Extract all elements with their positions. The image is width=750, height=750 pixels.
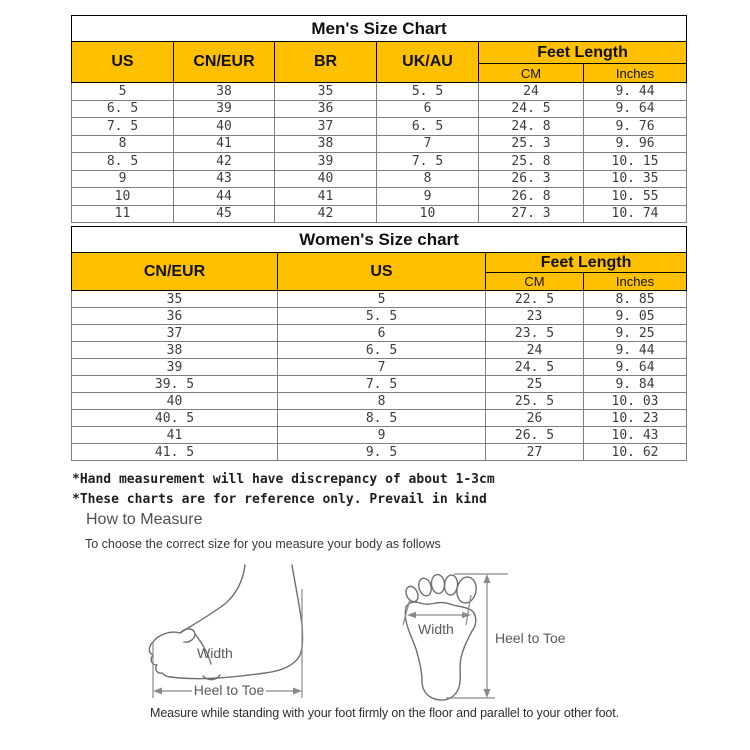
col-header-br: BR bbox=[275, 42, 377, 83]
table-cell: 43 bbox=[174, 170, 275, 188]
top-heel-to-toe-label: Heel to Toe bbox=[495, 630, 566, 646]
table-row bbox=[72, 393, 687, 410]
table-row bbox=[72, 427, 687, 444]
womens-table-body bbox=[72, 291, 687, 461]
table-cell: 24 bbox=[479, 83, 584, 101]
table-cell: 9. 44 bbox=[584, 83, 687, 101]
table-cell: 44 bbox=[174, 188, 275, 206]
big-toe-outline bbox=[455, 576, 478, 605]
table-row bbox=[72, 376, 687, 393]
table-cell: 40. 5 bbox=[72, 410, 278, 427]
table-cell: 6 bbox=[377, 100, 479, 118]
table-row bbox=[72, 135, 687, 153]
table-cell: 27. 3 bbox=[479, 205, 584, 223]
table-row bbox=[72, 410, 687, 427]
width-arrowhead-right-icon bbox=[462, 612, 471, 618]
table-cell: 25. 5 bbox=[486, 393, 584, 410]
table-cell: 9. 05 bbox=[584, 308, 687, 325]
table-row bbox=[72, 359, 687, 376]
table-row bbox=[72, 83, 687, 101]
col-header-cm: CM bbox=[486, 273, 584, 291]
table-cell: 10. 03 bbox=[584, 393, 687, 410]
table-cell: 9. 76 bbox=[584, 118, 687, 136]
top-width-label: Width bbox=[418, 621, 454, 637]
table-cell: 38 bbox=[275, 135, 377, 153]
table-cell: 42 bbox=[174, 153, 275, 171]
table-cell: 41 bbox=[275, 188, 377, 206]
table-row bbox=[72, 188, 687, 206]
foot-instep-outline bbox=[180, 565, 245, 633]
side-width-label: Width bbox=[197, 645, 233, 661]
table-row bbox=[72, 205, 687, 223]
toe-5-outline bbox=[404, 584, 421, 603]
table-cell: 10. 15 bbox=[584, 153, 687, 171]
table-cell: 40 bbox=[275, 170, 377, 188]
mens-chart-title: Men's Size Chart bbox=[72, 16, 687, 42]
table-cell: 8 bbox=[377, 170, 479, 188]
table-cell: 42 bbox=[275, 205, 377, 223]
womens-size-table bbox=[71, 226, 687, 461]
table-row bbox=[72, 308, 687, 325]
chart-footnotes bbox=[72, 470, 495, 510]
table-cell: 9 bbox=[377, 188, 479, 206]
womens-header-row bbox=[72, 253, 687, 273]
table-cell: 38 bbox=[72, 342, 278, 359]
table-cell: 9. 96 bbox=[584, 135, 687, 153]
table-cell: 10. 23 bbox=[584, 410, 687, 427]
table-cell: 7 bbox=[377, 135, 479, 153]
heel-to-toe-arrowhead-top-icon bbox=[484, 574, 491, 583]
foot-heel-ankle-outline bbox=[292, 565, 303, 657]
table-cell: 5. 5 bbox=[377, 83, 479, 101]
table-row bbox=[72, 291, 687, 308]
table-cell: 11 bbox=[72, 205, 174, 223]
table-cell: 9. 84 bbox=[584, 376, 687, 393]
col-header-cn-eur: CN/EUR bbox=[174, 42, 275, 83]
col-header-inches: Inches bbox=[584, 64, 687, 83]
footnote-measurement-discrepancy: *Hand measurement will have discrepancy of about 1-3cm bbox=[72, 472, 495, 487]
table-cell: 6. 5 bbox=[377, 118, 479, 136]
table-cell: 24. 5 bbox=[479, 100, 584, 118]
toe-2-outline bbox=[444, 574, 459, 595]
table-cell: 36 bbox=[275, 100, 377, 118]
table-cell: 36 bbox=[72, 308, 278, 325]
table-cell: 39 bbox=[275, 153, 377, 171]
table-cell: 26. 3 bbox=[479, 170, 584, 188]
womens-chart-title: Women's Size chart bbox=[72, 227, 687, 253]
col-header-feet-length: Feet Length bbox=[479, 42, 687, 64]
arrowhead-left-icon bbox=[153, 688, 162, 695]
table-cell: 9. 25 bbox=[584, 325, 687, 342]
table-cell: 6 bbox=[278, 325, 486, 342]
arrowhead-right-icon bbox=[293, 688, 302, 695]
table-cell: 10. 74 bbox=[584, 205, 687, 223]
table-cell: 9. 5 bbox=[278, 444, 486, 461]
table-cell: 40 bbox=[174, 118, 275, 136]
table-cell: 8. 5 bbox=[278, 410, 486, 427]
table-cell: 39. 5 bbox=[72, 376, 278, 393]
table-cell: 9. 64 bbox=[584, 359, 687, 376]
width-arrowhead-left-icon bbox=[407, 612, 416, 618]
table-cell: 10. 43 bbox=[584, 427, 687, 444]
table-cell: 7. 5 bbox=[278, 376, 486, 393]
col-header-inches: Inches bbox=[584, 273, 687, 291]
heel-to-toe-arrowhead-bottom-icon bbox=[484, 689, 491, 698]
table-cell: 41. 5 bbox=[72, 444, 278, 461]
table-cell: 35 bbox=[72, 291, 278, 308]
table-row bbox=[72, 153, 687, 171]
table-cell: 8. 5 bbox=[72, 153, 174, 171]
table-cell: 24. 8 bbox=[479, 118, 584, 136]
how-to-measure-heading: How to Measure bbox=[86, 511, 203, 528]
table-cell: 25. 8 bbox=[479, 153, 584, 171]
table-cell: 8. 85 bbox=[584, 291, 687, 308]
table-row bbox=[72, 118, 687, 136]
table-row bbox=[72, 170, 687, 188]
table-cell: 25. 3 bbox=[479, 135, 584, 153]
table-cell: 9 bbox=[278, 427, 486, 444]
womens-title-row bbox=[72, 227, 687, 253]
footnote-reference-only: *These charts are for reference only. Prevail in kind bbox=[72, 492, 487, 507]
table-cell: 5 bbox=[72, 83, 174, 101]
table-row bbox=[72, 100, 687, 118]
table-cell: 10 bbox=[72, 188, 174, 206]
table-cell: 10. 35 bbox=[584, 170, 687, 188]
table-cell: 23. 5 bbox=[486, 325, 584, 342]
how-to-measure-subtitle: To choose the correct size for you measure your body as follows bbox=[85, 537, 441, 551]
table-cell: 35 bbox=[275, 83, 377, 101]
table-cell: 6. 5 bbox=[278, 342, 486, 359]
table-cell: 7 bbox=[278, 359, 486, 376]
table-cell: 26. 8 bbox=[479, 188, 584, 206]
table-cell: 9. 64 bbox=[584, 100, 687, 118]
table-cell: 26. 5 bbox=[486, 427, 584, 444]
table-cell: 10 bbox=[377, 205, 479, 223]
table-row bbox=[72, 342, 687, 359]
col-header-cm: CM bbox=[479, 64, 584, 83]
top-view-foot-diagram bbox=[398, 563, 568, 703]
table-cell: 10. 62 bbox=[584, 444, 687, 461]
col-header-us: US bbox=[278, 253, 486, 291]
foot-toe-curl bbox=[180, 629, 195, 642]
measure-instruction-caption: Measure while standing with your foot firmly on the floor and parallel to your other foot. bbox=[150, 706, 620, 720]
table-cell: 9 bbox=[72, 170, 174, 188]
table-cell: 41 bbox=[72, 427, 278, 444]
table-cell: 40 bbox=[72, 393, 278, 410]
table-cell: 45 bbox=[174, 205, 275, 223]
table-cell: 37 bbox=[72, 325, 278, 342]
table-cell: 37 bbox=[275, 118, 377, 136]
side-view-foot-diagram bbox=[140, 563, 315, 703]
table-cell: 39 bbox=[72, 359, 278, 376]
foot-sole-line bbox=[171, 657, 299, 679]
table-cell: 23 bbox=[486, 308, 584, 325]
table-cell: 41 bbox=[174, 135, 275, 153]
table-row bbox=[72, 325, 687, 342]
table-cell: 25 bbox=[486, 376, 584, 393]
col-header-cn-eur: CN/EUR bbox=[72, 253, 278, 291]
col-header-us: US bbox=[72, 42, 174, 83]
table-cell: 8 bbox=[72, 135, 174, 153]
table-cell: 27 bbox=[486, 444, 584, 461]
table-row bbox=[72, 444, 687, 461]
table-cell: 24 bbox=[486, 342, 584, 359]
table-cell: 8 bbox=[278, 393, 486, 410]
table-cell: 5 bbox=[278, 291, 486, 308]
side-heel-to-toe-label: Heel to Toe bbox=[193, 682, 265, 698]
foot-toes-outline bbox=[149, 632, 180, 677]
mens-header-row bbox=[72, 42, 687, 64]
col-header-uk-au: UK/AU bbox=[377, 42, 479, 83]
table-cell: 7. 5 bbox=[377, 153, 479, 171]
table-cell: 26 bbox=[486, 410, 584, 427]
table-cell: 5. 5 bbox=[278, 308, 486, 325]
toe-4-outline bbox=[417, 577, 433, 597]
toe-3-outline bbox=[431, 574, 446, 594]
mens-table-body bbox=[72, 83, 687, 223]
table-cell: 10. 55 bbox=[584, 188, 687, 206]
table-cell: 22. 5 bbox=[486, 291, 584, 308]
mens-size-table bbox=[71, 15, 687, 223]
table-cell: 7. 5 bbox=[72, 118, 174, 136]
table-cell: 24. 5 bbox=[486, 359, 584, 376]
col-header-feet-length: Feet Length bbox=[486, 253, 687, 273]
table-cell: 39 bbox=[174, 100, 275, 118]
table-cell: 6. 5 bbox=[72, 100, 174, 118]
table-cell: 9. 44 bbox=[584, 342, 687, 359]
mens-title-row bbox=[72, 16, 687, 42]
table-cell: 38 bbox=[174, 83, 275, 101]
